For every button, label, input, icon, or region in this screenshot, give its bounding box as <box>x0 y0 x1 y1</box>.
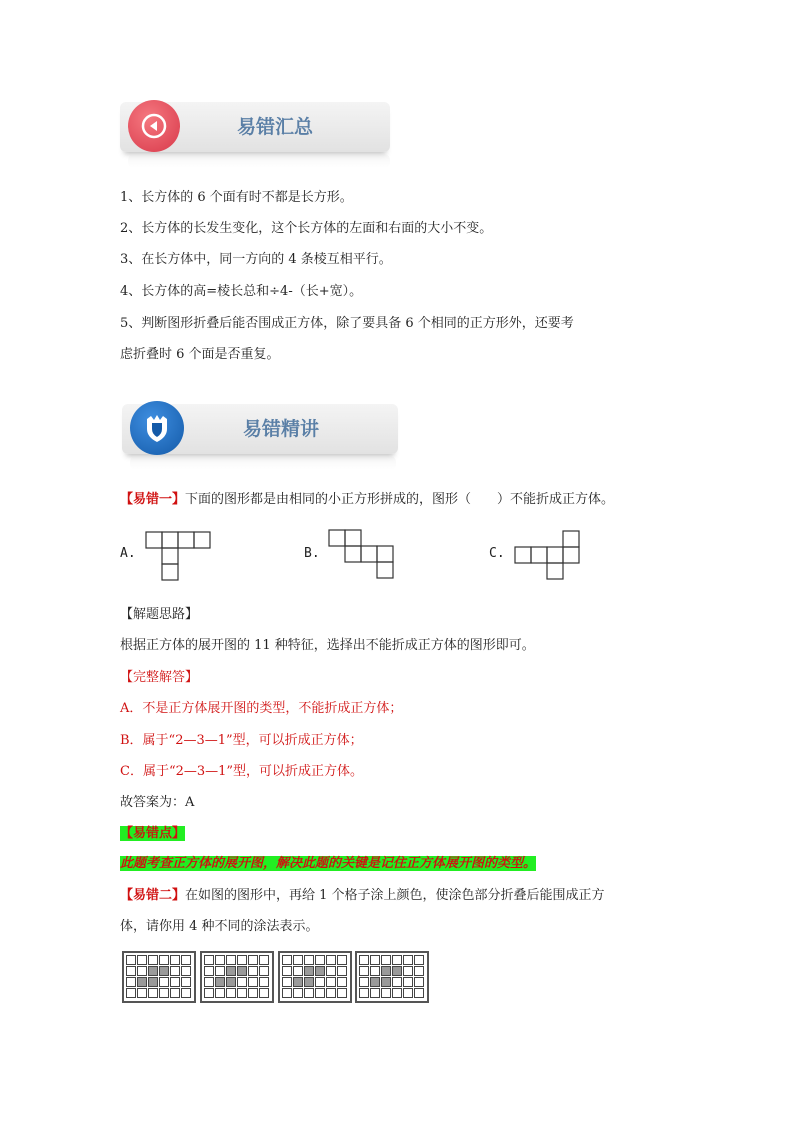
grid-cell[interactable] <box>282 966 292 976</box>
grid-cell[interactable] <box>326 977 336 987</box>
error-point-heading-text: 【易错点】 <box>120 826 186 841</box>
grid-cell[interactable] <box>237 988 247 998</box>
grid-cell[interactable] <box>337 988 347 998</box>
grid-cell[interactable] <box>414 977 424 987</box>
section-title-explain: 易错精讲 <box>242 418 319 440</box>
thinking-text: 根据正方体的展开图的 11 种特征，选择出不能折成正方体的图形即可。 <box>120 638 535 653</box>
grid-cell[interactable] <box>315 988 325 998</box>
grid-cell-filled[interactable] <box>315 966 325 976</box>
grid-cell-filled[interactable] <box>215 977 225 987</box>
grid-cell[interactable] <box>403 977 413 987</box>
error2-question-cont: 体，请你用 4 种不同的涂法表示。 <box>120 919 319 934</box>
grid-cell[interactable] <box>159 977 169 987</box>
shield-icon <box>130 401 184 455</box>
grid-cell[interactable] <box>381 988 391 998</box>
grid-cell[interactable] <box>181 966 191 976</box>
option-a-label: A. <box>120 546 136 561</box>
grid-cell[interactable] <box>304 955 314 965</box>
error-point-text <box>120 852 536 871</box>
error-point-highlight: 此题考查正方体的展开图，解决此题的关键是记住正方体展开图的类型。 <box>120 856 537 871</box>
grid-cell[interactable] <box>170 955 180 965</box>
grid-cell[interactable] <box>237 977 247 987</box>
grid-cell[interactable] <box>248 977 258 987</box>
summary-item-2: 2、长方体的长发生变化，这个长方体的左面和右面的大小不变。 <box>120 221 493 236</box>
grid-cell[interactable] <box>337 955 347 965</box>
grid-cell[interactable] <box>293 955 303 965</box>
grid-cell-filled[interactable] <box>304 966 314 976</box>
grid-cell[interactable] <box>181 955 191 965</box>
option-c-net <box>514 530 582 582</box>
grid-cell[interactable] <box>248 955 258 965</box>
grid-cell[interactable] <box>326 988 336 998</box>
grid-cell[interactable] <box>159 988 169 998</box>
grid-cell[interactable] <box>170 988 180 998</box>
grid-cell[interactable] <box>414 955 424 965</box>
grid-cell[interactable] <box>337 966 347 976</box>
option-a-net <box>145 531 213 583</box>
grid-cell[interactable] <box>304 988 314 998</box>
grid-cell[interactable] <box>181 977 191 987</box>
error1-question <box>120 488 614 507</box>
grid-cell[interactable] <box>126 977 136 987</box>
grid-cell[interactable] <box>403 988 413 998</box>
grid-cell[interactable] <box>215 966 225 976</box>
answer-heading: 【完整解答】 <box>120 670 199 685</box>
grid-cell-filled[interactable] <box>159 966 169 976</box>
grid-cell[interactable] <box>359 955 369 965</box>
banner-reflection <box>128 154 390 168</box>
grid-cell[interactable] <box>259 966 269 976</box>
grid-cell[interactable] <box>204 977 214 987</box>
grid-cell[interactable] <box>204 955 214 965</box>
grid-cell[interactable] <box>370 966 380 976</box>
coloring-grid-4[interactable] <box>355 951 429 1003</box>
grid-cell[interactable] <box>392 988 402 998</box>
grid-cell[interactable] <box>326 955 336 965</box>
grid-cell[interactable] <box>248 966 258 976</box>
grid-cell[interactable] <box>370 988 380 998</box>
summary-item-5-cont: 虑折叠时 6 个面是否重复。 <box>120 347 280 362</box>
grid-cell[interactable] <box>170 977 180 987</box>
summary-item-3: 3、在长方体中，同一方向的 4 条棱互相平行。 <box>120 252 392 267</box>
grid-cell[interactable] <box>282 955 292 965</box>
option-b-net <box>328 529 396 581</box>
grid-cell[interactable] <box>215 955 225 965</box>
grid-cell[interactable] <box>282 988 292 998</box>
coloring-grid-2[interactable] <box>200 951 274 1003</box>
error1-question-text: 下面的图形都是由相同的小正方形拼成的，图形（ ）不能折成正方体。 <box>185 492 615 507</box>
grid-cell[interactable] <box>403 955 413 965</box>
grid-cell[interactable] <box>315 955 325 965</box>
grid-cell[interactable] <box>337 977 347 987</box>
grid-cell-filled[interactable] <box>226 977 236 987</box>
grid-cell[interactable] <box>226 988 236 998</box>
answer-c: C．属于“2—3—1”型，可以折成正方体。 <box>120 764 364 779</box>
grid-cell-filled[interactable] <box>237 966 247 976</box>
grid-cell[interactable] <box>137 955 147 965</box>
grid-cell-filled[interactable] <box>293 977 303 987</box>
grid-cell[interactable] <box>259 977 269 987</box>
summary-item-5: 5、判断图形折叠后能否围成正方体，除了要具备 6 个相同的正方形外，还要考 <box>120 316 574 331</box>
error2-question-text: 在如图的图形中，再给 1 个格子涂上颜色，使涂色部分折叠后能围成正方 <box>185 888 605 903</box>
grid-cell[interactable] <box>248 988 258 998</box>
grid-cell[interactable] <box>204 966 214 976</box>
coloring-grid-1[interactable] <box>122 951 196 1003</box>
grid-cell[interactable] <box>359 966 369 976</box>
grid-cell-filled[interactable] <box>148 966 158 976</box>
grid-cell-filled[interactable] <box>148 977 158 987</box>
grid-cell[interactable] <box>126 966 136 976</box>
grid-cell[interactable] <box>392 977 402 987</box>
error2-question <box>120 884 605 903</box>
grid-cell-filled[interactable] <box>226 966 236 976</box>
grid-cell[interactable] <box>237 955 247 965</box>
final-answer: 故答案为：A <box>120 795 195 810</box>
summary-item-4: 4、长方体的高=棱长总和÷4-（长+宽）。 <box>120 284 363 299</box>
grid-cell[interactable] <box>359 988 369 998</box>
grid-cell[interactable] <box>381 955 391 965</box>
grid-cell[interactable] <box>359 977 369 987</box>
error2-tag: 【易错二】 <box>120 888 186 903</box>
answer-b: B．属于“2—3—1”型，可以折成正方体； <box>120 733 363 748</box>
grid-cell-filled[interactable] <box>392 966 402 976</box>
option-c-label: C. <box>489 546 505 561</box>
grid-cell[interactable] <box>215 988 225 998</box>
grid-cell-filled[interactable] <box>304 977 314 987</box>
grid-cell[interactable] <box>137 988 147 998</box>
grid-cell[interactable] <box>414 966 424 976</box>
grid-cell[interactable] <box>293 988 303 998</box>
grid-cell[interactable] <box>126 988 136 998</box>
grid-cell[interactable] <box>159 955 169 965</box>
thinking-heading: 【解题思路】 <box>120 607 199 622</box>
grid-cell[interactable] <box>137 966 147 976</box>
grid-cell[interactable] <box>326 966 336 976</box>
grid-cell[interactable] <box>414 988 424 998</box>
grid-cell[interactable] <box>126 955 136 965</box>
grid-cell[interactable] <box>392 955 402 965</box>
grid-cell[interactable] <box>259 988 269 998</box>
error1-tag: 【易错一】 <box>120 492 186 507</box>
summary-item-1: 1、长方体的 6 个面有时不都是长方形。 <box>120 190 353 205</box>
grid-cell-filled[interactable] <box>381 977 391 987</box>
grid-cell-filled[interactable] <box>381 966 391 976</box>
grid-cell[interactable] <box>170 966 180 976</box>
grid-cell[interactable] <box>282 977 292 987</box>
option-b-label: B. <box>304 546 320 561</box>
grid-cell[interactable] <box>204 988 214 998</box>
coloring-grid-3[interactable] <box>278 951 352 1003</box>
grid-cell[interactable] <box>315 977 325 987</box>
error-point-heading <box>120 822 185 841</box>
grid-cell[interactable] <box>148 988 158 998</box>
grid-cell-filled[interactable] <box>370 977 380 987</box>
section-title-summary: 易错汇总 <box>236 116 313 138</box>
banner-reflection <box>130 456 396 470</box>
grid-cell-filled[interactable] <box>137 977 147 987</box>
answer-a: A．不是正方体展开图的类型，不能折成正方体； <box>120 701 403 716</box>
grid-cell[interactable] <box>148 955 158 965</box>
grid-cell[interactable] <box>370 955 380 965</box>
grid-cell[interactable] <box>226 955 236 965</box>
grid-cell[interactable] <box>181 988 191 998</box>
back-arrow-icon <box>128 100 180 152</box>
grid-cell[interactable] <box>403 966 413 976</box>
grid-cell[interactable] <box>259 955 269 965</box>
grid-cell[interactable] <box>293 966 303 976</box>
